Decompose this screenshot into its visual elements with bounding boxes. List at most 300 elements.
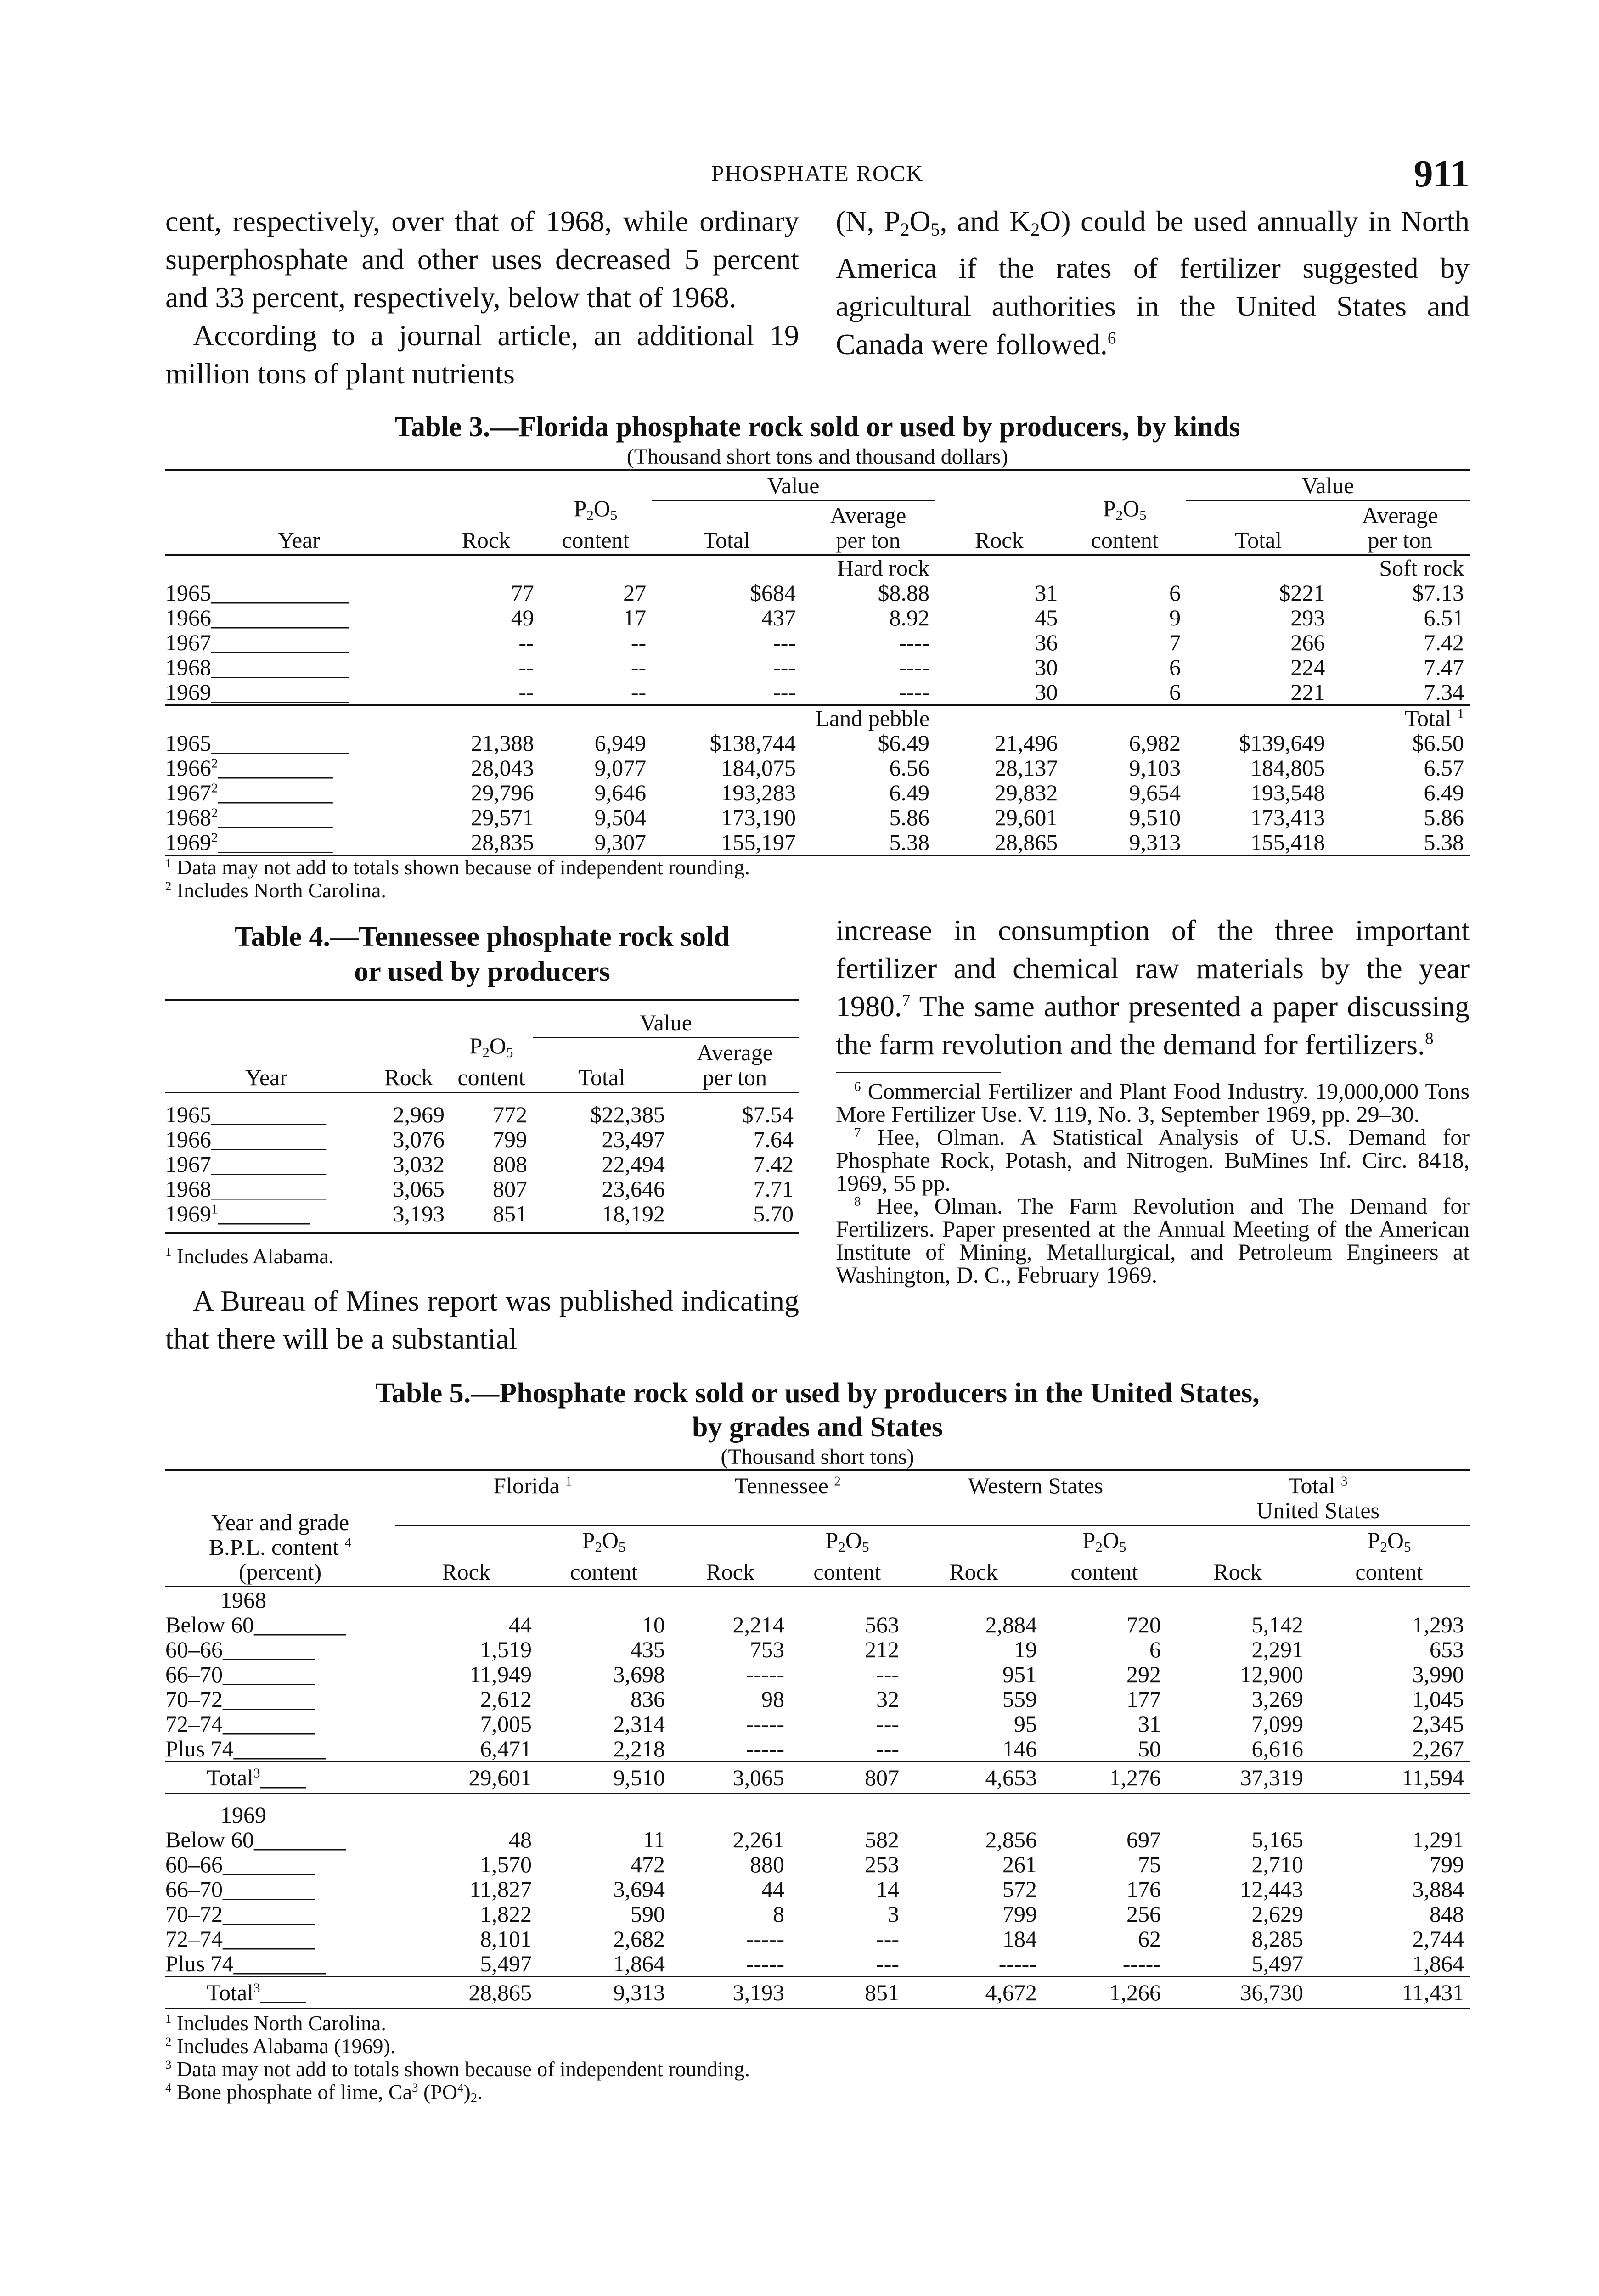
table-cell: --- (876, 1735, 899, 1761)
table-cell: ----- (746, 1950, 784, 1976)
t5-head-rock-tn: Rock (706, 1559, 754, 1585)
table-cell: 253 (865, 1851, 899, 1877)
table-row (165, 1176, 799, 1201)
table-cell: 256 (1126, 1901, 1161, 1927)
table-cell: 48 (509, 1826, 532, 1852)
row-label: 1969$^1$________ (165, 1201, 310, 1227)
t5-head-p2o5-tn: $P_2O_5$ content (813, 1527, 881, 1585)
table-cell: 851 (493, 1201, 527, 1227)
table-cell: 3,032 (393, 1151, 445, 1177)
table-cell: 1,266 (1109, 1979, 1161, 2005)
table-cell: -- (518, 654, 534, 680)
table-cell: 590 (631, 1901, 665, 1927)
table-cell: 224 (1290, 654, 1325, 680)
table-cell: -- (631, 654, 647, 680)
table-cell: ---- (899, 630, 930, 655)
t3-head-p2o5-2: $P_2O_5$ content (1091, 495, 1159, 553)
table-cell: 753 (750, 1636, 784, 1662)
table-cell: 293 (1290, 605, 1325, 630)
table-cell: 212 (865, 1636, 899, 1662)
table-cell: 28,835 (471, 829, 534, 855)
row-label: Plus 74________ (165, 1735, 326, 1761)
table4 (165, 999, 799, 1234)
table-cell: 5,165 (1251, 1826, 1303, 1852)
table-cell: 62 (1138, 1925, 1161, 1952)
t5-head-florida: Florida $^1$ (395, 1470, 670, 1525)
table-cell: 184,075 (721, 755, 796, 781)
table-cell: 5,497 (1251, 1950, 1303, 1976)
table-cell: 2,710 (1251, 1851, 1303, 1877)
table-cell: 3,065 (393, 1176, 445, 1202)
table-cell: 292 (1126, 1661, 1161, 1687)
footnote-ref-6: 6 (1107, 329, 1116, 348)
table-cell: 7.71 (753, 1176, 794, 1202)
table-cell: 8.92 (889, 605, 930, 630)
table-cell: 7.42 (753, 1151, 794, 1177)
table-cell: 29,796 (471, 780, 534, 805)
table-cell: --- (773, 630, 796, 655)
row-label: 1965____________ (165, 580, 349, 606)
t5-head-p2o5-fl: $P_2O_5$ content (570, 1527, 638, 1585)
table-cell: 2,261 (732, 1826, 784, 1852)
table-cell: 2,218 (613, 1735, 665, 1761)
table-cell: -- (631, 679, 647, 705)
t3-section-hard-rock: Hard rock (433, 555, 935, 581)
row-label: 70–72________ (165, 1686, 315, 1712)
table-cell: 6.56 (889, 755, 930, 781)
t3-section-soft-rock: Soft rock (935, 555, 1470, 581)
table-cell: 3,698 (613, 1661, 665, 1687)
table-cell: 221 (1290, 679, 1325, 705)
row-label: Total$^3$____ (207, 1764, 306, 1790)
table-cell: 2,682 (613, 1925, 665, 1952)
row-label: 66–70________ (165, 1876, 315, 1902)
table-row (165, 780, 1470, 805)
table-cell: 2,856 (985, 1826, 1037, 1852)
table-cell: 6,471 (480, 1735, 532, 1761)
t5-head-western: Western States (905, 1470, 1166, 1525)
intro-right-column (836, 202, 1470, 393)
table-cell: ----- (746, 1925, 784, 1952)
t5-head-p2o5-ws: $P_2O_5$ content (1070, 1527, 1138, 1585)
footnote: $^3$ Data may not add to totals shown because of independent rounding. (165, 2057, 750, 2081)
bureau-paragraph: A Bureau of Mines report was published indicating that there will be a substantial (165, 1284, 799, 1355)
table-cell: 177 (1126, 1686, 1161, 1712)
table-row (165, 1951, 1470, 1977)
table-cell: 28,865 (468, 1979, 532, 2005)
table-row (165, 1637, 1470, 1662)
table-cell: 21,496 (994, 730, 1058, 756)
table-cell: 1,519 (480, 1636, 532, 1662)
table-cell: 559 (1002, 1686, 1037, 1712)
table5 (165, 1469, 1470, 2009)
table-cell: 9,654 (1129, 780, 1181, 805)
table-cell: 21,388 (471, 730, 534, 756)
table-cell: 1,822 (480, 1901, 532, 1927)
table-row (165, 605, 1470, 630)
table-cell: 7 (1169, 630, 1181, 655)
row-label: 1966$^2$__________ (165, 755, 333, 781)
table-cell: 808 (493, 1151, 527, 1177)
row-label: 70–72________ (165, 1901, 315, 1927)
table-row (165, 1152, 799, 1176)
table-cell: 653 (1430, 1636, 1464, 1662)
intro-paragraph-3: (N, $P_2O_5$, and $K_2O$) could be used annually in North America if the rates of fertilizer suggested by agricultural authorities in the United States and Canada were followed.$^6$ (836, 205, 1470, 360)
table-cell: 772 (493, 1102, 527, 1127)
table-cell: 851 (865, 1979, 899, 2005)
row-label: 72–74________ (165, 1711, 315, 1737)
table-cell: 45 (1035, 605, 1058, 630)
table-cell: 261 (1002, 1851, 1037, 1877)
total-row (165, 1761, 1470, 1793)
table-cell: $684 (750, 580, 796, 606)
table-cell: 6 (1169, 654, 1181, 680)
table3-caption: Table 3.—Florida phosphate rock sold or used by producers, by kinds (394, 411, 1240, 443)
row-label: 1967$^2$__________ (165, 780, 333, 805)
table-row (165, 731, 1470, 755)
table-cell: 17 (623, 605, 647, 630)
table-cell: 8 (773, 1901, 784, 1927)
table-cell: 880 (750, 1851, 784, 1877)
t5-body-1969 (165, 1793, 1470, 2008)
t3-section-land-pebble: Land pebble (433, 705, 935, 731)
table-cell: 3,193 (393, 1201, 445, 1227)
table-cell: --- (876, 1711, 899, 1737)
table-cell: ----- (746, 1711, 784, 1737)
table-cell: 11,949 (469, 1661, 532, 1687)
table-cell: 14 (876, 1876, 899, 1902)
table-cell: 155,197 (721, 829, 796, 855)
table-cell: $139,649 (1239, 730, 1325, 756)
row-label: 1968____________ (165, 654, 349, 680)
table-row (165, 680, 1470, 705)
table-cell: 193,548 (1250, 780, 1325, 805)
t3-head-p2o5: $P_2O_5$ content (562, 495, 630, 553)
table-cell: 146 (1002, 1735, 1037, 1761)
footnote: $^1$ Data may not add to totals shown because of independent rounding. (165, 855, 750, 879)
table-cell: 848 (1430, 1901, 1464, 1927)
table-cell: 9,313 (613, 1979, 665, 2005)
table-cell: 437 (761, 605, 796, 630)
table-cell: 3,884 (1412, 1876, 1464, 1902)
table-cell: 22,494 (602, 1151, 665, 1177)
table-cell: 807 (493, 1176, 527, 1202)
table-cell: 1,293 (1412, 1611, 1464, 1638)
t3-section-total: Total $^1$ (935, 705, 1470, 731)
table-cell: 3,694 (613, 1876, 665, 1902)
table-row (165, 1662, 1470, 1687)
table-cell: 799 (493, 1126, 527, 1152)
reference-note: $^7$ Hee, Olman. A Statistical Analysis of U.S. Demand for Phosphate Rock, Potash, and Nitrogen. BuMines Inf. Circ. 8418, 1969, 55 pp. (836, 1124, 1470, 1196)
table-cell: 6.51 (1424, 605, 1464, 630)
table-cell: 836 (631, 1686, 665, 1712)
table-cell: 12,443 (1240, 1876, 1303, 1902)
table-cell: 697 (1126, 1826, 1161, 1852)
table-cell: 1,045 (1412, 1686, 1464, 1712)
table-cell: 2,314 (613, 1711, 665, 1737)
footnote-separator (836, 1072, 1001, 1073)
table-cell: 9 (1169, 605, 1181, 630)
table-cell: ----- (998, 1950, 1037, 1976)
table-cell: 37,319 (1240, 1764, 1303, 1790)
table-cell: 2,267 (1412, 1735, 1464, 1761)
table-cell: $221 (1279, 580, 1325, 606)
table-cell: 5.38 (1424, 829, 1464, 855)
table-cell: 23,646 (602, 1176, 665, 1202)
table-cell: 1,276 (1109, 1764, 1161, 1790)
table4-footnote: $^1$ Includes Alabama. (165, 1244, 334, 1268)
table-cell: 75 (1138, 1851, 1161, 1877)
footnote: $^4$ Bone phosphate of lime, Ca$^3$ $(PO^4)_2$. (165, 2080, 483, 2105)
table-cell: $22,385 (590, 1102, 665, 1127)
table-cell: 173,413 (1250, 805, 1325, 830)
row-label: 1969$^2$__________ (165, 829, 333, 855)
table-cell: 5,142 (1251, 1611, 1303, 1638)
table-cell: 9,646 (594, 780, 647, 805)
table-row (165, 1736, 1470, 1762)
table-cell: 23,497 (602, 1126, 665, 1152)
table-cell: 799 (1430, 1851, 1464, 1877)
table-cell: 29,601 (468, 1764, 532, 1790)
table-cell: 9,103 (1129, 755, 1181, 781)
table-cell: 6.49 (1424, 780, 1464, 805)
table5-caption: Table 5.—Phosphate rock sold or used by producers in the United States, by grades and States (375, 1378, 1260, 1443)
total-row (165, 1976, 1470, 2008)
table-row (165, 1926, 1470, 1951)
table3-subcaption: (Thousand short tons and thousand dollars) (626, 445, 1008, 469)
table-cell: 1,864 (613, 1950, 665, 1976)
table-cell: 9,504 (594, 805, 647, 830)
t5-head-rock-us: Rock (1213, 1559, 1262, 1585)
table5-footnotes (165, 2012, 1470, 2110)
t3-head-year: Year (277, 527, 321, 553)
table-cell: 31 (1138, 1711, 1161, 1737)
table-cell: 3 (888, 1901, 899, 1927)
table-cell: 3,193 (732, 1979, 784, 2005)
table-cell: 8,101 (480, 1925, 532, 1952)
table-cell: 6 (1169, 679, 1181, 705)
table-cell: 50 (1138, 1735, 1161, 1761)
footnote: $^2$ Includes Alabama (1969). (165, 2034, 396, 2058)
right-paragraph: increase in consumption of the three important fertilizer and chemical raw materials by the year 1980.$^7$ The same author presented a paper discussing the farm revolution and the demand for fertilizers.$^8$ (836, 914, 1470, 1061)
table-cell: 12,900 (1240, 1661, 1303, 1687)
table-cell: 27 (623, 580, 647, 606)
row-label: 1967____________ (165, 630, 349, 655)
table-cell: 28,137 (994, 755, 1058, 781)
table-cell: 2,629 (1251, 1901, 1303, 1927)
table-cell: 7,099 (1251, 1711, 1303, 1737)
table-cell: --- (773, 679, 796, 705)
reference-note: $^8$ Hee, Olman. The Farm Revolution and The Demand for Fertilizers. Paper presented at the Annual Meeting of the American Institute of Mining, Metallurgical, and Petroleum Engineers at Washington, D. C., February 1969. (836, 1193, 1470, 1288)
table-cell: 4,653 (985, 1764, 1037, 1790)
t5-head-tennessee: Tennessee $^2$ (670, 1470, 905, 1525)
table-row (165, 1827, 1470, 1852)
t4-head-total: Total (578, 1064, 625, 1090)
table-cell: 155,418 (1250, 829, 1325, 855)
t3-block-hard-soft (165, 580, 1470, 705)
t3-head-average2: Average per ton (1362, 502, 1438, 553)
middle-columns (165, 911, 1470, 1358)
table-cell: 7.34 (1424, 679, 1464, 705)
table-cell: 9,077 (594, 755, 647, 781)
table-cell: 6,616 (1251, 1735, 1303, 1761)
row-label: 66–70________ (165, 1661, 315, 1687)
footnote: $^1$ Includes North Carolina. (165, 2011, 386, 2035)
table-row (165, 655, 1470, 680)
table-cell: $7.13 (1412, 580, 1464, 606)
running-title: PHOSPHATE ROCK (711, 160, 924, 186)
table-cell: 5.70 (753, 1201, 794, 1227)
table-cell: 6,949 (594, 730, 647, 756)
table3 (165, 469, 1470, 856)
table-cell: 472 (631, 1851, 665, 1877)
table-cell: $6.50 (1412, 730, 1464, 756)
table-cell: 5.86 (1424, 805, 1464, 830)
table-cell: 1,570 (480, 1851, 532, 1877)
table-cell: 2,345 (1412, 1711, 1464, 1737)
t3-head-value2: Value (1186, 470, 1470, 501)
table-cell: 5.86 (889, 805, 930, 830)
table-cell: 3,990 (1412, 1661, 1464, 1687)
table-cell: 1,291 (1412, 1826, 1464, 1852)
t4-head-p2o5: $P_2O_5$ content (457, 1033, 525, 1090)
table3-footnotes (165, 856, 1470, 902)
table-cell: 7.42 (1424, 630, 1464, 655)
table-cell: 5,497 (480, 1950, 532, 1976)
table-cell: 9,510 (613, 1764, 665, 1790)
row-label: 60–66________ (165, 1851, 315, 1877)
table-cell: 2,214 (732, 1611, 784, 1638)
table-cell: 435 (631, 1636, 665, 1662)
table-cell: 5.38 (889, 829, 930, 855)
table-cell: 30 (1035, 654, 1058, 680)
footnote: $^2$ Includes North Carolina. (165, 878, 386, 902)
table-row (165, 1687, 1470, 1711)
table-cell: 11,431 (1402, 1979, 1464, 2005)
intro-paragraph-1: cent, respectively, over that of 1968, while ordinary superphosphate and other uses decreased 5 percent and 33 percent, respectively, below that of 1968. (165, 205, 799, 314)
table-cell: 6 (1149, 1636, 1161, 1662)
table-cell: ----- (746, 1735, 784, 1761)
table-cell: 3,076 (393, 1126, 445, 1152)
row-label: 1966____________ (165, 605, 349, 630)
table-cell: 44 (509, 1611, 532, 1638)
table-cell: 563 (865, 1611, 899, 1638)
table-cell: 184 (1002, 1925, 1037, 1952)
table-cell: ----- (1122, 1950, 1161, 1976)
table-cell: 77 (511, 580, 534, 606)
table-cell: ---- (899, 679, 930, 705)
row-label: 1968$^2$__________ (165, 805, 333, 830)
document-page (165, 152, 1470, 2110)
intro-columns (165, 202, 1470, 393)
intro-paragraph-2: According to a journal article, an additional 19 million tons of plant nutrients (165, 319, 799, 390)
table-cell: $7.54 (742, 1102, 794, 1127)
table-cell: -- (518, 679, 534, 705)
table-cell: 6,982 (1129, 730, 1181, 756)
t4-head-year: Year (245, 1064, 288, 1090)
table-cell: 2,744 (1412, 1925, 1464, 1952)
table-cell: 6 (1169, 580, 1181, 606)
reference-notes (836, 1080, 1470, 1286)
t3-head-total: Total (703, 527, 750, 553)
table-cell: 582 (865, 1826, 899, 1852)
table-cell: $8.88 (878, 580, 930, 606)
table-cell: 95 (1014, 1711, 1037, 1737)
t5-head-total-us: Total $^3$ United States (1166, 1470, 1470, 1525)
table-cell: 19 (1014, 1636, 1037, 1662)
t4-head-value: Value (533, 1000, 799, 1038)
row-label: 1965____________ (165, 730, 349, 756)
table-cell: 11,594 (1402, 1764, 1464, 1790)
t3-head-value: Value (652, 470, 935, 501)
t4-head-rock: Rock (384, 1064, 433, 1090)
table-cell: --- (876, 1661, 899, 1687)
table-cell: ---- (899, 654, 930, 680)
row-label: Below 60________ (165, 1826, 346, 1852)
row-label: 72–74________ (165, 1925, 315, 1952)
table-cell: $6.49 (878, 730, 930, 756)
table4-caption: Table 4.—Tennessee phosphate rock sold or used by producers (235, 921, 730, 987)
t3-head-rock: Rock (462, 527, 511, 553)
row-label: 1969____________ (165, 679, 349, 705)
row-label: 1965__________ (165, 1102, 326, 1127)
table-cell: 2,884 (985, 1611, 1037, 1638)
table-cell: 31 (1035, 580, 1058, 606)
table-cell: 32 (876, 1686, 899, 1712)
table-cell: 4,672 (985, 1979, 1037, 2005)
table-cell: 9,510 (1129, 805, 1181, 830)
page-number: 911 (1413, 152, 1470, 195)
table-row (165, 830, 1470, 855)
t5-year-label: 1969 (220, 1801, 266, 1828)
table-row (165, 1711, 1470, 1736)
table-row (165, 1902, 1470, 1926)
table-row (165, 630, 1470, 655)
table-cell: 49 (511, 605, 534, 630)
running-header (165, 152, 1470, 202)
table-cell: 184,805 (1250, 755, 1325, 781)
table-row (165, 805, 1470, 830)
table-cell: 2,612 (480, 1686, 532, 1712)
reference-note: $^6$ Commercial Fertilizer and Plant Food Industry. 19,000,000 Tons More Fertilizer Use. V. 119, No. 3, September 1969, pp. 29–30. (836, 1078, 1470, 1127)
t4-head-average: Average per ton (697, 1040, 773, 1090)
table-cell: 7.47 (1424, 654, 1464, 680)
table-cell: --- (876, 1925, 899, 1952)
row-label: Total$^3$____ (207, 1979, 306, 2005)
row-label: 1967__________ (165, 1151, 326, 1177)
t5-year-1968: 1968 (220, 1587, 266, 1613)
intro-left-column (165, 202, 799, 393)
table-cell: --- (876, 1950, 899, 1976)
table-row (165, 1102, 799, 1127)
middle-left-column (165, 911, 799, 1358)
table-row (165, 1201, 799, 1226)
t3-block-land-total (165, 731, 1470, 855)
table-cell: 11,827 (469, 1876, 532, 1902)
table-cell: 720 (1126, 1611, 1161, 1638)
t5-head-year-grade: Year and grade B.P.L. content $^4$ (percent) (208, 1509, 352, 1585)
row-label: Plus 74________ (165, 1950, 326, 1976)
table-cell: 1,864 (1412, 1950, 1464, 1976)
table-row (165, 1127, 799, 1152)
table-cell: -- (631, 630, 647, 655)
row-label: 60–66________ (165, 1636, 315, 1662)
t5-body-1968 (165, 1612, 1470, 1794)
table-cell: 30 (1035, 679, 1058, 705)
table-cell: 193,283 (721, 780, 796, 805)
table-cell: 6.57 (1424, 755, 1464, 781)
table-cell: 18,192 (602, 1201, 665, 1227)
